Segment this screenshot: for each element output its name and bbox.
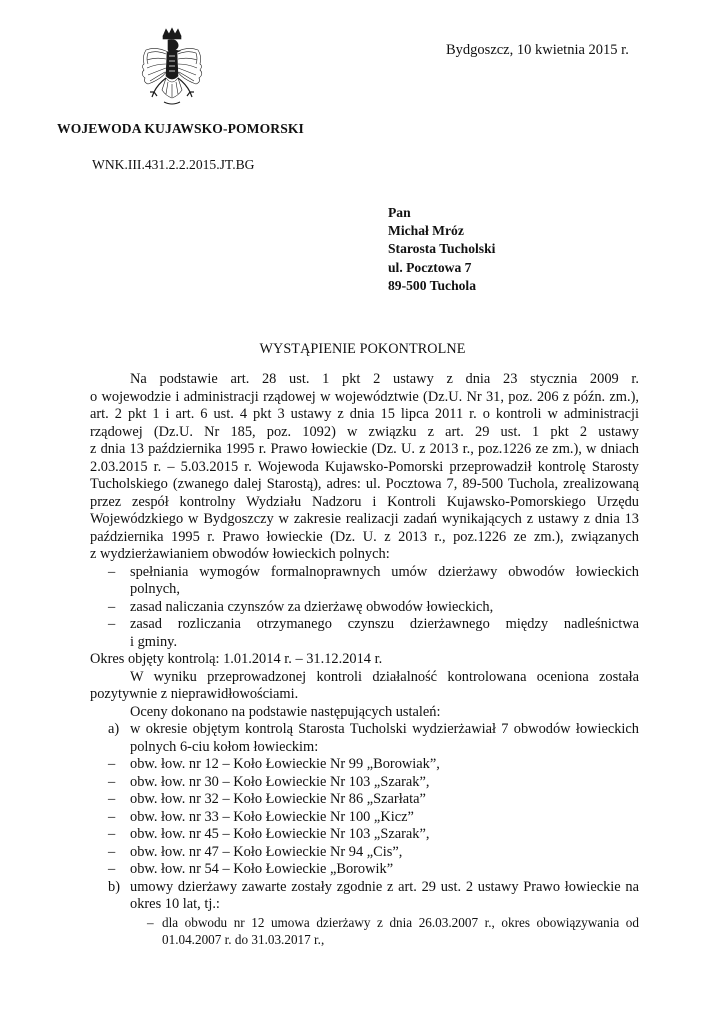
body-line: polnych, — [130, 581, 180, 597]
district-item — [90, 791, 639, 809]
control-period: Okres objęty kontrolą: 1.01.2014 r. – 31.12.2014 r. — [90, 651, 383, 667]
letter-marker: a) — [108, 721, 120, 737]
body-line: obw. łow. nr 47 – Koło Łowieckie Nr 94 „Cis”, — [130, 843, 403, 860]
body-line: pozytywnie z nieprawidłowościami. — [90, 686, 299, 702]
body-line: i gminy. — [130, 633, 178, 650]
district-item — [90, 844, 639, 862]
body-line: obw. łow. nr 32 – Koło Łowieckie Nr 86 „Szarłata” — [130, 791, 426, 807]
recipient-street: ul. Pocztowa 7 — [388, 259, 472, 275]
body-line: obw. łow. nr 12 – Koło Łowieckie Nr 99 „Borowiak”, — [130, 756, 440, 772]
body-line: zasad naliczania czynszów za dzierżawę obwodów łowieckich, — [130, 598, 494, 615]
body-line: przez zespół kontrolny Wydziału Nadzoru i Kontroli Kujawsko-Pomorskiego Urzędu — [90, 493, 639, 510]
intro-paragraph — [90, 371, 639, 564]
letter-marker: b) — [108, 878, 120, 895]
recipient-city: 89-500 Tuchola — [388, 277, 477, 293]
finding-a — [90, 721, 639, 756]
district-item — [90, 826, 639, 844]
body-line: obw. łow. nr 45 – Koło Łowieckie Nr 103 „Szarak”, — [130, 826, 430, 842]
body-line: Wojewódzkiego w Bydgoszczy w zakresie realizacji zadań wynikających z ustawy z dnia 13 — [90, 511, 639, 527]
basis-line: Oceny dokonano na podstawie następujących ustaleń: — [130, 703, 441, 720]
dash-marker: – — [108, 773, 116, 790]
recipient-position: Starosta Tucholski — [388, 241, 496, 257]
district-item — [90, 756, 639, 774]
scope-item — [90, 564, 639, 599]
body-line: okres 10 lat, tj.: — [130, 896, 220, 912]
body-line: Tucholskiego (zwanego dalej Starostą), adres: ul. Pocztowa 7, 89-500 Tuchola, zrealizowaną — [90, 476, 639, 492]
dash-marker: – — [108, 563, 116, 580]
body-line: o wojewodzie i administracji rządowej w województwie (Dz.U. Nr 31, poz. 206 z późn. zm.), — [90, 388, 639, 405]
finding-b — [90, 879, 639, 914]
dash-marker: – — [108, 826, 116, 842]
body-line: art. 2 pkt 1 i art. 6 ust. 4 pkt 3 ustawy z dnia 15 lipca 2011 r. o kontroli w administracji — [90, 406, 639, 422]
body-line: obw. łow. nr 33 – Koło Łowieckie Nr 100 „Kicz” — [130, 808, 414, 825]
recipient-salutation: Pan — [388, 205, 411, 220]
dash-marker: – — [108, 808, 116, 825]
district-item — [90, 861, 639, 879]
body-line: z wydzierżawianiem obwodów łowieckich polnych: — [90, 546, 390, 562]
issuing-authority: WOJEWODA KUJAWSKO-POMORSKI — [57, 121, 304, 136]
dash-marker: – — [108, 756, 116, 772]
body-line: W wyniku przeprowadzonej kontroli działalność kontrolowana oceniona została — [130, 668, 639, 685]
result-paragraph — [90, 669, 639, 704]
scope-item — [90, 616, 639, 651]
body-line: z dnia 13 października 1995 r. Prawo łowieckie (Dz. U. z 2013 r., poz.1226 ze zm.), w dniach — [90, 441, 639, 457]
body-line: dla obwodu nr 12 umowa dzierżawy z dnia 26.03.2007 r., okres obowiązywania od — [162, 914, 639, 930]
dash-marker: – — [108, 598, 116, 615]
contract-item — [90, 914, 639, 948]
body-line: 2.03.2015 r. – 5.03.2015 r. Wojewoda Kujawsko-Pomorski przeprowadził kontrolę Starosty — [90, 458, 639, 475]
body-line: obw. łow. nr 30 – Koło Łowieckie Nr 103 „Szarak”, — [130, 773, 430, 790]
dash-marker: – — [108, 843, 116, 860]
document-body — [90, 371, 639, 948]
dash-marker: – — [108, 861, 116, 877]
recipient-address — [388, 204, 495, 295]
body-line: obw. łow. nr 54 – Koło Łowieckie „Borowik” — [130, 861, 394, 877]
body-line: rządowej (Dz.U. Nr 185, poz. 1092) w związku z art. 29 ust. 1 pkt 2 ustawy — [90, 423, 639, 440]
polish-eagle-emblem — [138, 26, 206, 118]
scope-item — [90, 599, 639, 617]
body-line: spełniania wymogów formalnoprawnych umów dzierżawy obwodów łowieckich — [130, 563, 639, 580]
district-item — [90, 809, 639, 827]
body-line: polnych 6-ciu kołom łowieckim: — [130, 738, 319, 755]
body-line: października 1995 r. Prawo łowieckie (Dz. U. z 2013 r., poz.1226 ze zm.), związanych — [90, 528, 639, 545]
body-line: w okresie objętym kontrolą Starosta Tucholski wydzierżawiał 7 obwodów łowieckich — [130, 721, 639, 737]
recipient-name: Michał Mróz — [388, 223, 464, 239]
document-title: WYSTĄPIENIE POKONTROLNE — [259, 341, 466, 357]
dash-marker: – — [108, 791, 116, 807]
body-line: 01.04.2007 r. do 31.03.2017 r., — [162, 931, 325, 947]
reference-number: WNK.III.431.2.2.2015.JT.BG — [92, 157, 255, 172]
body-line: zasad rozliczania otrzymanego czynszu dzierżawnego między nadleśnictwa — [130, 616, 639, 632]
body-line: Na podstawie art. 28 ust. 1 pkt 2 ustawy z dnia 23 stycznia 2009 r. — [130, 371, 639, 387]
letter-date: Bydgoszcz, 10 kwietnia 2015 r. — [446, 42, 629, 58]
dash-marker: – — [147, 914, 154, 930]
dash-marker: – — [108, 616, 116, 632]
district-item — [90, 774, 639, 792]
body-line: umowy dzierżawy zawarte zostały zgodnie z art. 29 ust. 2 ustawy Prawo łowieckie na — [130, 878, 639, 895]
